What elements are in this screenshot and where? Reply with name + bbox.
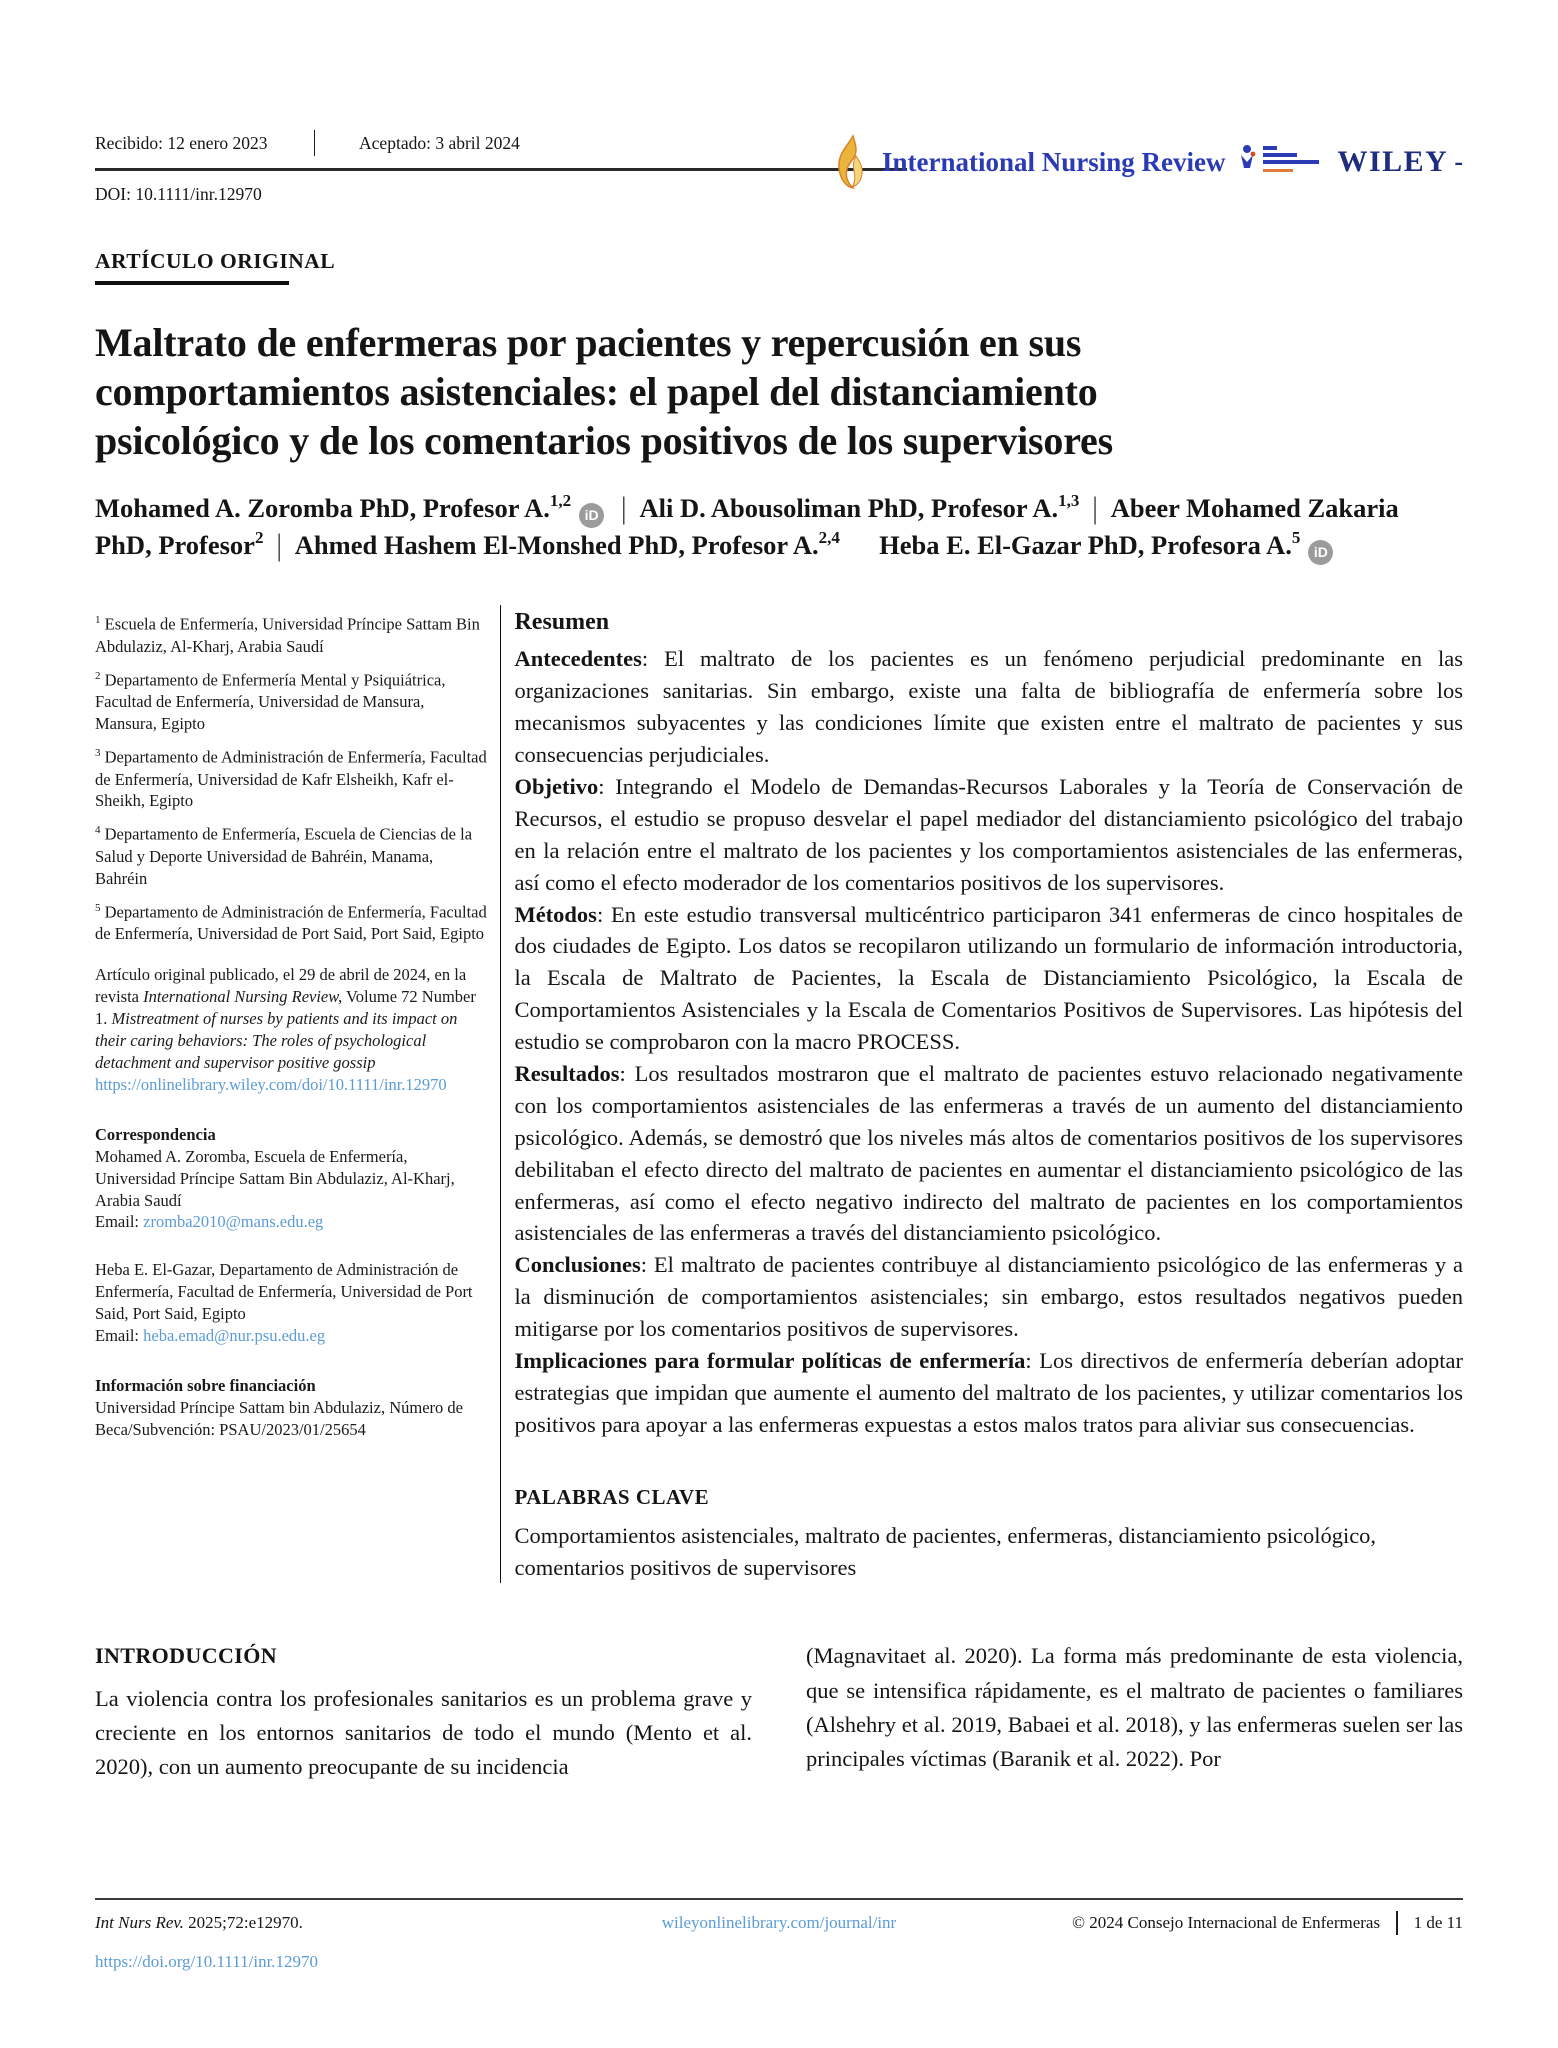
author: Heba E. El-Gazar PhD, Profesora A.$^5$iD	[879, 530, 1337, 560]
author: Ahmed Hashem El-Monshed PhD, Profesor A.$^{2,4}$	[294, 527, 840, 561]
email-label: Email:	[95, 1326, 144, 1346]
footer-rule	[95, 1898, 1463, 1900]
flame-icon	[832, 134, 872, 190]
orcid-icon[interactable]: iD	[579, 503, 604, 528]
abstract-section	[514, 605, 1463, 1583]
funding-text: Universidad Príncipe Sattam bin Abdulaziz, Número de Beca/Subvención: PSAU/2023/01/25654	[95, 1398, 463, 1440]
author-affiliation-sup: 2,4	[818, 527, 840, 547]
introduction-text: (Magnavitaet al. 2020). La forma más predominante de esta violencia, que se intensifica rápidamente, es el maltrato de pacientes o familiares (Alshehry et al. 2019, Babaei et al. 2018), y las enfermeras suelen ser las principales víctimas (Baranik et al. 2022). Por	[806, 1643, 1463, 1772]
author: Mohamed A. Zoromba PhD, Profesor A.$^{1,2}$iD |	[95, 493, 639, 523]
affiliation: $^5$ Departamento de Administración de Enfermería, Facultad de Enfermería, Universidad de Port Said, Port Said, Egipto	[95, 901, 487, 944]
header-rule	[95, 168, 907, 171]
received-date: Recibido: 12 enero 2023	[95, 132, 268, 153]
original-publication-note: Artículo original publicado, el 29 de abril de 2024, en la revista International Nursing Review, Volume 72 Number 1. Mistreatment of nurses by patients and its impact on their caring behaviors: The roles of psychological detachment and supervisor positive gossip https://onlinelibrary.wiley.com/doi/10.1111/inr.12970	[95, 964, 487, 1096]
accepted-date: Aceptado: 3 abril 2024	[359, 132, 520, 153]
page-number: 1 de 11	[1413, 1912, 1463, 1932]
article-type-label: ARTÍCULO ORIGINAL	[95, 248, 336, 273]
publisher-wordmark: WILEY	[1337, 145, 1449, 178]
doi-line: DOI: 10.1111/inr.12970	[95, 183, 262, 204]
email-label: Email:	[95, 1212, 144, 1232]
footer-row	[95, 1911, 1463, 1935]
abstract-paragraph: Antecedentes: El maltrato de los pacientes es un fenómeno perjudicial predominante en las organizaciones sanitarias. Sin embargo, existe una falta de bibliografía de enfermería sobre los mecanismos subyacentes y las condiciones límite que existen entre el maltrato de pacientes y sus consecuencias perjudiciales.	[514, 646, 1463, 768]
introduction-text: La violencia contra los profesionales sanitarios es un problema grave y creciente en los entornos sanitarios de todo el mundo (Mento et al. 2020), con un aumento preocupante de su incidencia	[95, 1685, 752, 1780]
introduction-left-column	[95, 1639, 752, 1784]
footer-citation: Int Nurs Rev. 2025;72:e12970.	[95, 1912, 303, 1932]
journal-name: International Nursing Review	[881, 146, 1226, 177]
copyright-notice: © 2024 Consejo Internacional de Enfermeras	[1072, 1912, 1381, 1932]
correspondence-email-link[interactable]: heba.emad@nur.psu.edu.eg	[143, 1326, 326, 1346]
affiliation: $^1$ Escuela de Enfermería, Universidad Príncipe Sattam Bin Abdulaziz, Al-Kharj, Arabia Saudí	[95, 614, 480, 656]
journal-homepage-link[interactable]: wileyonlinelibrary.com/journal/inr	[661, 1912, 897, 1932]
keywords-section	[514, 1483, 1463, 1584]
introduction-section	[95, 1639, 1463, 1784]
meta-divider	[314, 130, 316, 156]
article-title: Maltrato de enfermeras por pacientes y repercusión en sus comportamientos asistenciales: el papel del distanciamiento psicológico y de los comentarios positivos de los supervisores	[95, 320, 1113, 463]
icn-logo-icon	[1237, 140, 1325, 184]
abstract-paragraph: Métodos: En este estudio transversal multicéntrico participaron 341 enfermeras de cinco hospitales de dos ciudades de Egipto. Los datos se recopilaron utilizando un formulario de información introductoria, la Escala de Maltrato de Pacientes, la Escala de Distanciamiento Psicológico, la Escala de Comportamientos Asistenciales y la Escala de Comentarios Positivos de Supervisores. Las hipótesis del estudio se comprobaron con la macro PROCESS.	[514, 901, 1463, 1055]
affiliation: $^2$ Departamento de Enfermería Mental y Psiquiátrica, Facultad de Enfermería, Universidad de Mansura, Mansura, Egipto	[95, 669, 446, 734]
abstract-paragraph: Resultados: Los resultados mostraron que el maltrato de pacientes estuvo relacionado negativamente con los comportamientos asistenciales de las enfermeras a través de un aumento del distanciamiento psicológico. Además, se demostró que los niveles más altos de comentarios positivos de los supervisores debilitaban el efecto directo del maltrato de pacientes en aumentar el distanciamiento psicológico de las enfermeras, así como el efecto negativo indirecto del maltrato de pacientes en los comportamientos asistenciales de las enfermeras a través del distanciamiento psicológico.	[514, 1061, 1463, 1246]
author-separator: |	[276, 528, 282, 563]
correspondence-heading: Correspondencia	[95, 1124, 216, 1144]
author: Abeer Mohamed Zakaria PhD, Profesor$^2$ |	[95, 493, 1399, 560]
abstract-heading: Resumen	[514, 609, 610, 636]
article-info-and-abstract	[95, 605, 1463, 1583]
abstract-paragraph: Implicaciones para formular políticas de enfermería: Los directivos de enfermería deberían adoptar estrategias que impidan que aumente el aumento del maltrato de los pacientes, y utilizar comentarios los positivos para apoyar a las enfermeras expuestas a estos malos tratos para aliviar sus consecuencias.	[514, 1348, 1463, 1437]
correspondence-entry: Mohamed A. Zoromba, Escuela de Enfermería, Universidad Príncipe Sattam Bin Abdulaziz, Al-Kharj, Arabia Saudí Email: zromba2010@mans.edu.eg	[95, 1146, 455, 1232]
author-list	[95, 491, 1425, 565]
journal-logo	[832, 134, 1463, 190]
funding-heading: Información sobre financiación	[95, 1376, 316, 1396]
article-info-sidebar	[95, 605, 487, 1583]
keywords-heading: PALABRAS CLAVE	[514, 1484, 710, 1509]
introduction-right-column	[806, 1639, 1463, 1784]
orcid-icon[interactable]: iD	[1308, 540, 1333, 565]
author-separator: |	[621, 491, 627, 526]
author-affiliation-sup: 1,2	[549, 490, 572, 510]
author-affiliation-sup: 1,3	[1058, 490, 1080, 510]
correspondence-email-link[interactable]: zromba2010@mans.edu.eg	[143, 1212, 324, 1232]
affiliation: $^4$ Departamento de Enfermería, Escuela de Ciencias de la Salud y Deporte Universidad de Bahréin, Manama, Bahréin	[95, 824, 473, 888]
abstract-paragraph: Conclusiones: El maltrato de pacientes contribuye al distanciamiento psicológico de las enfermeras y a la disminución de comportamientos asistenciales; sin embargo, estos resultados negativos pueden mitigarse por los comentarios positivos de supervisores.	[514, 1252, 1463, 1342]
publisher-dash: -	[1454, 147, 1463, 176]
introduction-heading: INTRODUCCIÓN	[95, 1643, 278, 1669]
article-doi-link[interactable]: https://doi.org/10.1111/inr.12970	[95, 1951, 319, 1971]
author-separator: |	[1092, 491, 1098, 526]
page-footer	[95, 1898, 1463, 1972]
article-type-underline	[95, 281, 289, 286]
keywords-text: Comportamientos asistenciales, maltrato de pacientes, enfermeras, distanciamiento psicológico, comentarios positivos de supervisores	[514, 1523, 1377, 1580]
correspondence-entry: Heba E. El-Gazar, Departamento de Administración de Enfermería, Facultad de Enfermería, Universidad de Port Said, Port Said, Egipto Email: heba.emad@nur.psu.edu.eg	[95, 1260, 473, 1346]
affiliation: $^3$ Departamento de Administración de Enfermería, Facultad de Enfermería, Universidad de Kafr Elsheikh, Kafr el-Sheikh, Egipto	[95, 747, 487, 811]
footer-divider	[1396, 1911, 1398, 1935]
original-article-doi-link[interactable]: https://onlinelibrary.wiley.com/doi/10.1111/inr.12970	[95, 1074, 447, 1094]
abstract-paragraph: Objetivo: Integrando el Modelo de Demandas-Recursos Laborales y la Teoría de Conservación de Recursos, el estudio se propuso desvelar el papel mediador del distanciamiento psicológico del trabajo en la relación entre el maltrato de los pacientes y los comportamientos asistenciales de las enfermeras, así como el efecto moderador de los comentarios positivos de los supervisores.	[514, 773, 1463, 895]
author: Ali D. Abousoliman PhD, Profesor A.$^{1,3}$ |	[639, 493, 1110, 523]
author-affiliation-sup: 5	[1291, 527, 1301, 547]
author-affiliation-sup: 2	[254, 527, 264, 547]
page-header	[95, 128, 1463, 205]
